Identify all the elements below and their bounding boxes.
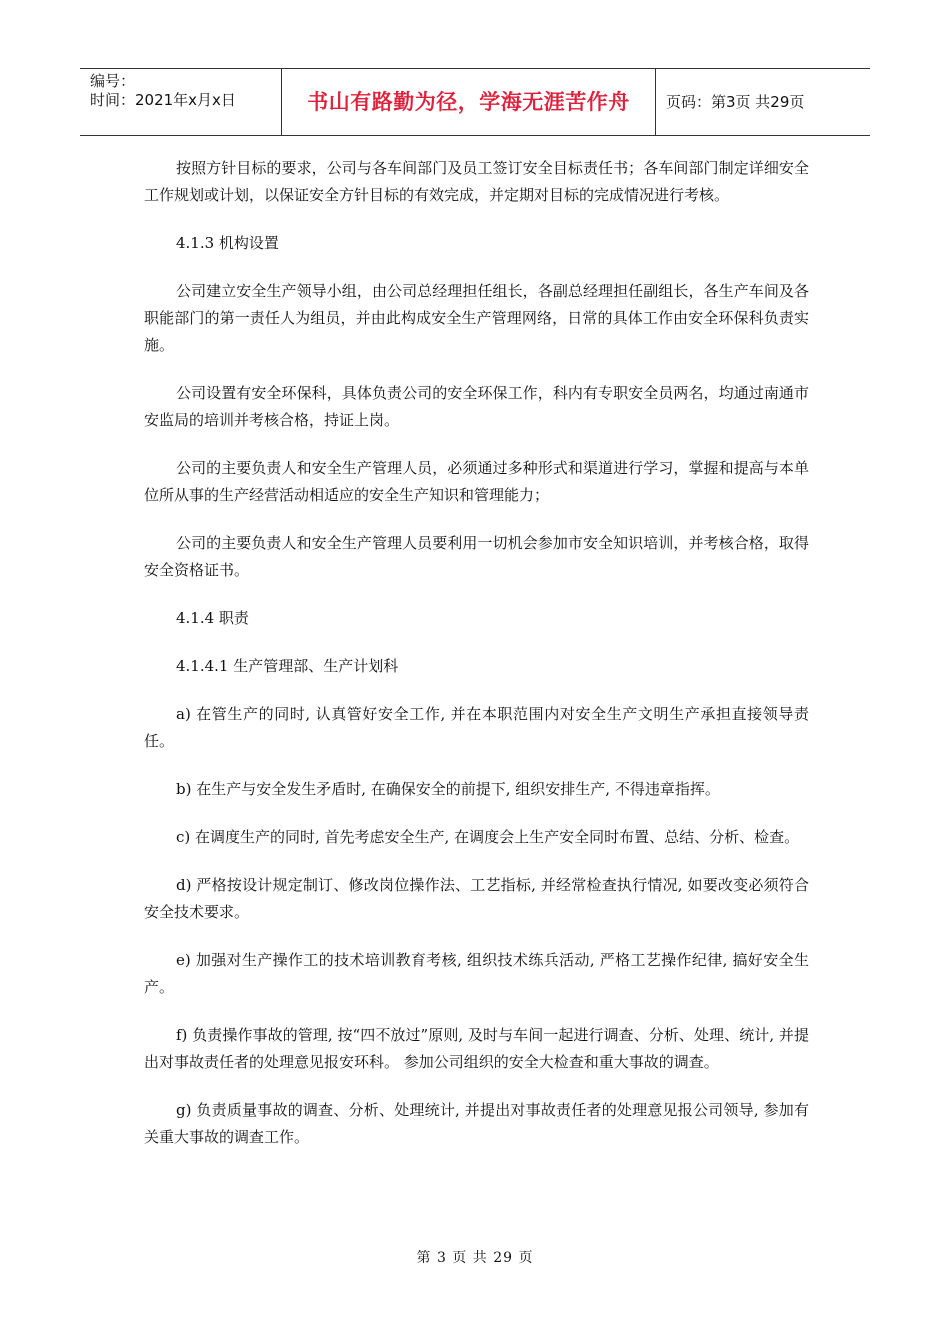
header-motto: 书山有路勤为径，学海无涯苦作舟	[282, 69, 656, 135]
list-item: d) 严格按设计规定制订、修改岗位操作法、工艺指标, 并经常检查执行情况, 如要改变必须符合安全技术要求。	[144, 876, 809, 921]
subsection-heading: 4.1.4.1 生产管理部、生产计划科	[176, 657, 399, 675]
paragraph: 按照方针目标的要求，公司与各车间部门及员工签订安全目标责任书；各车间部门制定详细安全工作规划或计划，以保证安全方针目标的有效完成，并定期对目标的完成情况进行考核。	[144, 159, 809, 204]
paragraph: 公司建立安全生产领导小组，由公司总经理担任组长，各副总经理担任副组长，各生产车间及各职能部门的第一责任人为组员，并由此构成安全生产管理网络，日常的具体工作由安全环保科负责实施。	[144, 282, 809, 354]
paragraph: 公司的主要负责人和安全生产管理人员，必须通过多种形式和渠道进行学习，掌握和提高与本单位所从事的生产经营活动相适应的安全生产知识和管理能力；	[144, 459, 809, 504]
list-item: e) 加强对生产操作工的技术培训教育考核, 组织技术练兵活动, 严格工艺操作纪律, 搞好安全生产。	[144, 951, 809, 996]
date-label: 时间：2021年x月x日	[90, 91, 236, 109]
header-meta	[80, 69, 282, 135]
page-header	[80, 68, 870, 136]
section-heading: 4.1.4 职责	[176, 609, 249, 627]
section-heading: 4.1.3 机构设置	[176, 234, 279, 252]
list-item: g) 负责质量事故的调查、分析、处理统计, 并提出对事故责任者的处理意见报公司领导, 参加有关重大事故的调查工作。	[144, 1101, 809, 1146]
page-footer: 第 3 页 共 29 页	[416, 1250, 534, 1266]
list-item: a) 在管生产的同时, 认真管好安全工作, 并在本职范围内对安全生产文明生产承担直接领导责任。	[144, 705, 809, 750]
paragraph: 公司的主要负责人和安全生产管理人员要利用一切机会参加市安全知识培训，并考核合格，取得安全资格证书。	[144, 534, 809, 579]
body-content	[144, 155, 809, 1172]
header-page-info: 页码：第3页 共29页	[666, 93, 805, 111]
paragraph: 公司设置有安全环保科，具体负责公司的安全环保工作，科内有专职安全员两名，均通过南通市安监局的培训并考核合格，持证上岗。	[144, 384, 809, 429]
list-item: b) 在生产与安全发生矛盾时, 在确保安全的前提下, 组织安排生产, 不得违章指挥。	[176, 780, 720, 798]
list-item: c) 在调度生产的同时, 首先考虑安全生产, 在调度会上生产安全同时布置、总结、分析、检查。	[176, 828, 800, 846]
code-label: 编号：	[90, 72, 136, 90]
list-item: f) 负责操作事故的管理, 按“四不放过”原则, 及时与车间一起进行调查、分析、处理、统计, 并提出对事故责任者的处理意见报安环科。 参加公司组织的安全大检查和重大事故的调查。	[144, 1026, 809, 1071]
